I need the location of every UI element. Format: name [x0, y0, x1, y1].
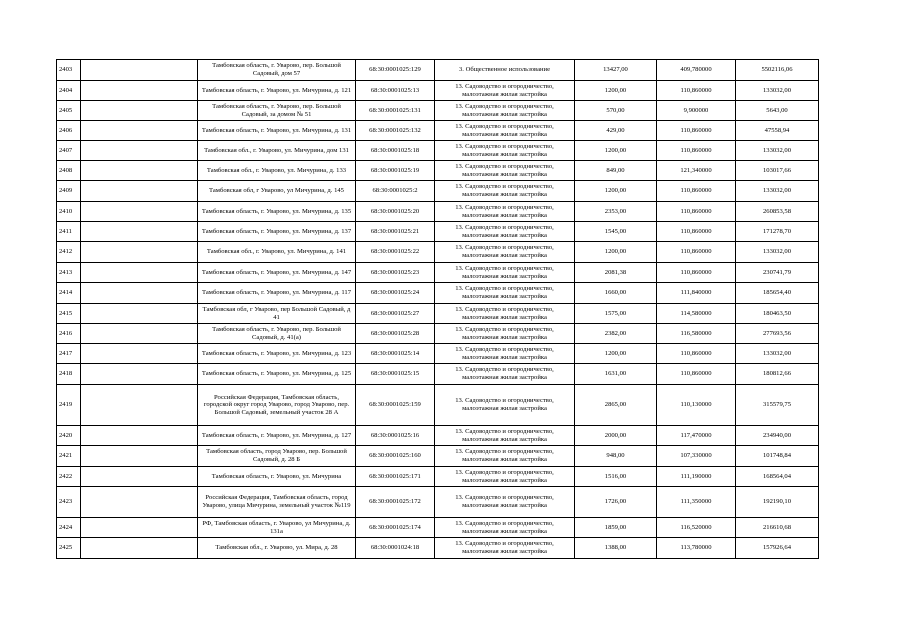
land-use-cell: 13. Садоводство и огородничество, малоэтажная жилая застройка — [435, 222, 575, 242]
cadastral-value-cell: 133032,00 — [736, 344, 819, 364]
area-cell: 948,00 — [575, 446, 657, 467]
specific-value-cell: 110,130000 — [657, 385, 736, 426]
table-row — [57, 60, 819, 81]
cadastral-number-cell: 68:30:0001025:16 — [356, 426, 435, 446]
cadastral-number-cell: 68:30:0001025:174 — [356, 518, 435, 538]
cadastral-number-cell: 68:30:0001025:22 — [356, 242, 435, 263]
specific-value-cell: 110,860000 — [657, 222, 736, 242]
specific-value-cell: 111,190000 — [657, 467, 736, 487]
cadastral-number-cell: 68:30:0001025:160 — [356, 446, 435, 467]
row-number-cell: 2422 — [57, 467, 81, 487]
cadastral-number-cell: 68:30:0001025:2 — [356, 181, 435, 202]
cadastral-number-cell: 68:30:0001025:13 — [356, 81, 435, 101]
cadastral-value-cell: 185654,40 — [736, 283, 819, 304]
cadastral-number-cell: 68:30:0001025:24 — [356, 283, 435, 304]
address-cell: Тамбовская область, г. Уварово, ул. Мичурина, д. 135 — [198, 202, 356, 222]
address-cell: Российская Федерация, Тамбовская область, город Уварово, улица Мичурина, земельный участок №119 — [198, 487, 356, 518]
area-cell: 1726,00 — [575, 487, 657, 518]
row-number-cell: 2418 — [57, 364, 81, 385]
blank-cell — [81, 161, 198, 181]
area-cell: 1859,00 — [575, 518, 657, 538]
cadastral-value-cell: 133032,00 — [736, 81, 819, 101]
address-cell: Тамбовская область, город Уварово, пер. Большой Садовый, д. 28 Б — [198, 446, 356, 467]
land-use-cell: 13. Садоводство и огородничество, малоэтажная жилая застройка — [435, 304, 575, 324]
land-use-cell: 13. Садоводство и огородничество, малоэтажная жилая застройка — [435, 538, 575, 559]
land-use-cell: 13. Садоводство и огородничество, малоэтажная жилая застройка — [435, 181, 575, 202]
row-number-cell: 2421 — [57, 446, 81, 467]
cadastral-number-cell: 68:30:0001025:18 — [356, 141, 435, 161]
specific-value-cell: 116,520000 — [657, 518, 736, 538]
specific-value-cell: 110,860000 — [657, 242, 736, 263]
table-row — [57, 304, 819, 324]
cadastral-number-cell: 68:30:0001025:159 — [356, 385, 435, 426]
area-cell: 2081,38 — [575, 263, 657, 283]
blank-cell — [81, 344, 198, 364]
land-use-cell: 13. Садоводство и огородничество, малоэтажная жилая застройка — [435, 81, 575, 101]
land-use-cell: 13. Садоводство и огородничество, малоэтажная жилая застройка — [435, 518, 575, 538]
specific-value-cell: 110,860000 — [657, 121, 736, 141]
table-row — [57, 487, 819, 518]
area-cell: 2865,00 — [575, 385, 657, 426]
area-cell: 1545,00 — [575, 222, 657, 242]
blank-cell — [81, 181, 198, 202]
land-use-cell: 13. Садоводство и огородничество, малоэтажная жилая застройка — [435, 263, 575, 283]
blank-cell — [81, 467, 198, 487]
blank-cell — [81, 364, 198, 385]
land-use-cell: 13. Садоводство и огородничество, малоэтажная жилая застройка — [435, 344, 575, 364]
area-cell: 429,00 — [575, 121, 657, 141]
blank-cell — [81, 324, 198, 344]
blank-cell — [81, 141, 198, 161]
specific-value-cell: 110,860000 — [657, 202, 736, 222]
address-cell: Тамбовская область, г. Уварово, ул. Мичурина, д. 131 — [198, 121, 356, 141]
specific-value-cell: 110,860000 — [657, 141, 736, 161]
cadastral-number-cell: 68:30:0001025:23 — [356, 263, 435, 283]
area-cell: 1575,00 — [575, 304, 657, 324]
blank-cell — [81, 487, 198, 518]
address-cell: Тамбовская область, г. Уварово, ул. Мичурина, д. 147 — [198, 263, 356, 283]
specific-value-cell: 107,330000 — [657, 446, 736, 467]
row-number-cell: 2411 — [57, 222, 81, 242]
row-number-cell: 2416 — [57, 324, 81, 344]
address-cell: Тамбовская обл., г. Уварово, ул. Мира, д. 28 — [198, 538, 356, 559]
area-cell: 1660,00 — [575, 283, 657, 304]
area-cell: 2353,00 — [575, 202, 657, 222]
table-row — [57, 324, 819, 344]
address-cell: Тамбовская область, г. Уварово, ул. Мичурина, д. 121 — [198, 81, 356, 101]
specific-value-cell: 110,860000 — [657, 344, 736, 364]
land-use-cell: 13. Садоводство и огородничество, малоэтажная жилая застройка — [435, 161, 575, 181]
cadastral-value-cell: 234940,00 — [736, 426, 819, 446]
cadastral-number-cell: 68:30:0001025:19 — [356, 161, 435, 181]
row-number-cell: 2425 — [57, 538, 81, 559]
cadastral-value-cell: 216610,68 — [736, 518, 819, 538]
row-number-cell: 2414 — [57, 283, 81, 304]
address-cell: Тамбовская обл., г. Уварово, ул. Мичурина, дом 131 — [198, 141, 356, 161]
area-cell: 849,00 — [575, 161, 657, 181]
row-number-cell: 2415 — [57, 304, 81, 324]
land-use-cell: 13. Садоводство и огородничество, малоэтажная жилая застройка — [435, 283, 575, 304]
area-cell: 2382,00 — [575, 324, 657, 344]
row-number-cell: 2424 — [57, 518, 81, 538]
row-number-cell: 2403 — [57, 60, 81, 81]
cadastral-value-cell: 157926,64 — [736, 538, 819, 559]
cadastral-number-cell: 68:30:0001025:27 — [356, 304, 435, 324]
area-cell: 1200,00 — [575, 344, 657, 364]
cadastral-value-cell: 260853,58 — [736, 202, 819, 222]
specific-value-cell: 110,860000 — [657, 181, 736, 202]
cadastral-number-cell: 68:30:0001025:131 — [356, 101, 435, 121]
cadastral-value-table — [56, 59, 819, 559]
blank-cell — [81, 518, 198, 538]
address-cell: Тамбовская область, г. Уварово, пер. Большой Садовый, за домом № 51 — [198, 101, 356, 121]
row-number-cell: 2404 — [57, 81, 81, 101]
specific-value-cell: 110,860000 — [657, 263, 736, 283]
cadastral-value-cell: 315579,75 — [736, 385, 819, 426]
table-row — [57, 538, 819, 559]
specific-value-cell: 111,350000 — [657, 487, 736, 518]
table-row — [57, 121, 819, 141]
area-cell: 1200,00 — [575, 242, 657, 263]
cadastral-value-cell: 180812,66 — [736, 364, 819, 385]
specific-value-cell: 117,470000 — [657, 426, 736, 446]
row-number-cell: 2419 — [57, 385, 81, 426]
cadastral-value-cell: 5643,00 — [736, 101, 819, 121]
table-row — [57, 263, 819, 283]
row-number-cell: 2412 — [57, 242, 81, 263]
table-row — [57, 385, 819, 426]
blank-cell — [81, 202, 198, 222]
address-cell: Тамбовская обл, г Уварово, пер Большой Садовый, д 41 — [198, 304, 356, 324]
row-number-cell: 2420 — [57, 426, 81, 446]
blank-cell — [81, 263, 198, 283]
land-use-cell: 13. Садоводство и огородничество, малоэтажная жилая застройка — [435, 385, 575, 426]
address-cell: Тамбовская обл, г Уварово, ул Мичурина, д. 145 — [198, 181, 356, 202]
blank-cell — [81, 121, 198, 141]
area-cell: 1200,00 — [575, 181, 657, 202]
address-cell: Тамбовская область, г. Уварово, пер. Большой Садовый, дом 57 — [198, 60, 356, 81]
land-use-cell: 13. Садоводство и огородничество, малоэтажная жилая застройка — [435, 487, 575, 518]
cadastral-value-cell: 133032,00 — [736, 242, 819, 263]
specific-value-cell: 111,840000 — [657, 283, 736, 304]
address-cell: Тамбовская область, г. Уварово, ул. Мичурина, д. 127 — [198, 426, 356, 446]
blank-cell — [81, 283, 198, 304]
blank-cell — [81, 101, 198, 121]
land-use-cell: 13. Садоводство и огородничество, малоэтажная жилая застройка — [435, 364, 575, 385]
table-row — [57, 467, 819, 487]
area-cell: 1200,00 — [575, 81, 657, 101]
row-number-cell: 2408 — [57, 161, 81, 181]
area-cell: 1631,00 — [575, 364, 657, 385]
cadastral-number-cell: 68:30:0001025:20 — [356, 202, 435, 222]
row-number-cell: 2405 — [57, 101, 81, 121]
area-cell: 1200,00 — [575, 141, 657, 161]
cadastral-number-cell: 68:30:0001025:129 — [356, 60, 435, 81]
blank-cell — [81, 385, 198, 426]
address-cell: Тамбовская область, г. Уварово, ул. Мичурина, д. 125 — [198, 364, 356, 385]
area-cell: 2000,00 — [575, 426, 657, 446]
land-use-cell: 13. Садоводство и огородничество, малоэтажная жилая застройка — [435, 202, 575, 222]
area-cell: 570,00 — [575, 101, 657, 121]
table-body — [57, 60, 819, 559]
cadastral-number-cell: 68:30:0001025:172 — [356, 487, 435, 518]
cadastral-number-cell: 68:30:0001025:28 — [356, 324, 435, 344]
cadastral-number-cell: 68:30:0001025:21 — [356, 222, 435, 242]
table-row — [57, 446, 819, 467]
cadastral-number-cell: 68:30:0001025:14 — [356, 344, 435, 364]
table-row — [57, 101, 819, 121]
cadastral-value-cell: 171278,70 — [736, 222, 819, 242]
cadastral-value-cell: 47558,94 — [736, 121, 819, 141]
table-row — [57, 181, 819, 202]
address-cell: Тамбовская область, г. Уварово, ул. Мичурина — [198, 467, 356, 487]
table-row — [57, 81, 819, 101]
blank-cell — [81, 426, 198, 446]
table-row — [57, 222, 819, 242]
address-cell: РФ, Тамбовская область, г. Уварово, ул Мичурина, д. 131а — [198, 518, 356, 538]
address-cell: Тамбовская область, г. Уварово, пер. Большой Садовый, д. 41(а) — [198, 324, 356, 344]
blank-cell — [81, 242, 198, 263]
row-number-cell: 2409 — [57, 181, 81, 202]
cadastral-value-cell: 277693,56 — [736, 324, 819, 344]
specific-value-cell: 121,340000 — [657, 161, 736, 181]
table-row — [57, 161, 819, 181]
cadastral-value-cell: 103017,66 — [736, 161, 819, 181]
table-row — [57, 344, 819, 364]
specific-value-cell: 409,780000 — [657, 60, 736, 81]
land-use-cell: 13. Садоводство и огородничество, малоэтажная жилая застройка — [435, 101, 575, 121]
row-number-cell: 2407 — [57, 141, 81, 161]
row-number-cell: 2406 — [57, 121, 81, 141]
cadastral-value-cell: 230741,79 — [736, 263, 819, 283]
blank-cell — [81, 81, 198, 101]
cadastral-number-cell: 68:30:0001025:132 — [356, 121, 435, 141]
specific-value-cell: 114,580000 — [657, 304, 736, 324]
blank-cell — [81, 222, 198, 242]
land-use-cell: 3. Общественное использование — [435, 60, 575, 81]
address-cell: Российская Федерация, Тамбовская область, городской округ город Уварово, город Уварово, пер. Большой Садовый, земельный участок 28 А — [198, 385, 356, 426]
specific-value-cell: 9,900000 — [657, 101, 736, 121]
land-use-cell: 13. Садоводство и огородничество, малоэтажная жилая застройка — [435, 141, 575, 161]
table-row — [57, 364, 819, 385]
address-cell: Тамбовская область, г. Уварово, ул. Мичурина, д. 117 — [198, 283, 356, 304]
address-cell: Тамбовская область, г. Уварово, ул. Мичурина, д. 137 — [198, 222, 356, 242]
table-row — [57, 242, 819, 263]
cadastral-number-cell: 68:30:0001025:15 — [356, 364, 435, 385]
land-use-cell: 13. Садоводство и огородничество, малоэтажная жилая застройка — [435, 242, 575, 263]
row-number-cell: 2413 — [57, 263, 81, 283]
address-cell: Тамбовская обл., г. Уварово, ул. Мичурина, д. 133 — [198, 161, 356, 181]
cadastral-value-cell: 5502116,06 — [736, 60, 819, 81]
cadastral-value-cell: 133032,00 — [736, 181, 819, 202]
land-use-cell: 13. Садоводство и огородничество, малоэтажная жилая застройка — [435, 324, 575, 344]
table-row — [57, 202, 819, 222]
blank-cell — [81, 304, 198, 324]
blank-cell — [81, 538, 198, 559]
land-use-cell: 13. Садоводство и огородничество, малоэтажная жилая застройка — [435, 446, 575, 467]
area-cell: 1388,00 — [575, 538, 657, 559]
address-cell: Тамбовская область, г. Уварово, ул. Мичурина, д. 123 — [198, 344, 356, 364]
table-row — [57, 141, 819, 161]
address-cell: Тамбовская обл., г. Уварово, ул. Мичурина, д. 141 — [198, 242, 356, 263]
specific-value-cell: 110,860000 — [657, 364, 736, 385]
area-cell: 1516,00 — [575, 467, 657, 487]
specific-value-cell: 116,580000 — [657, 324, 736, 344]
land-use-cell: 13. Садоводство и огородничество, малоэтажная жилая застройка — [435, 467, 575, 487]
cadastral-value-cell: 133032,00 — [736, 141, 819, 161]
specific-value-cell: 110,860000 — [657, 81, 736, 101]
row-number-cell: 2423 — [57, 487, 81, 518]
blank-cell — [81, 60, 198, 81]
cadastral-value-cell: 180463,50 — [736, 304, 819, 324]
row-number-cell: 2410 — [57, 202, 81, 222]
cadastral-number-cell: 68:30:0001025:171 — [356, 467, 435, 487]
table-row — [57, 283, 819, 304]
table-row — [57, 518, 819, 538]
area-cell: 13427,00 — [575, 60, 657, 81]
cadastral-number-cell: 68:30:0001024:18 — [356, 538, 435, 559]
cadastral-value-cell: 101748,84 — [736, 446, 819, 467]
table-row — [57, 426, 819, 446]
land-use-cell: 13. Садоводство и огородничество, малоэтажная жилая застройка — [435, 121, 575, 141]
cadastral-value-cell: 192190,10 — [736, 487, 819, 518]
row-number-cell: 2417 — [57, 344, 81, 364]
land-use-cell: 13. Садоводство и огородничество, малоэтажная жилая застройка — [435, 426, 575, 446]
specific-value-cell: 113,780000 — [657, 538, 736, 559]
blank-cell — [81, 446, 198, 467]
cadastral-value-cell: 168564,04 — [736, 467, 819, 487]
